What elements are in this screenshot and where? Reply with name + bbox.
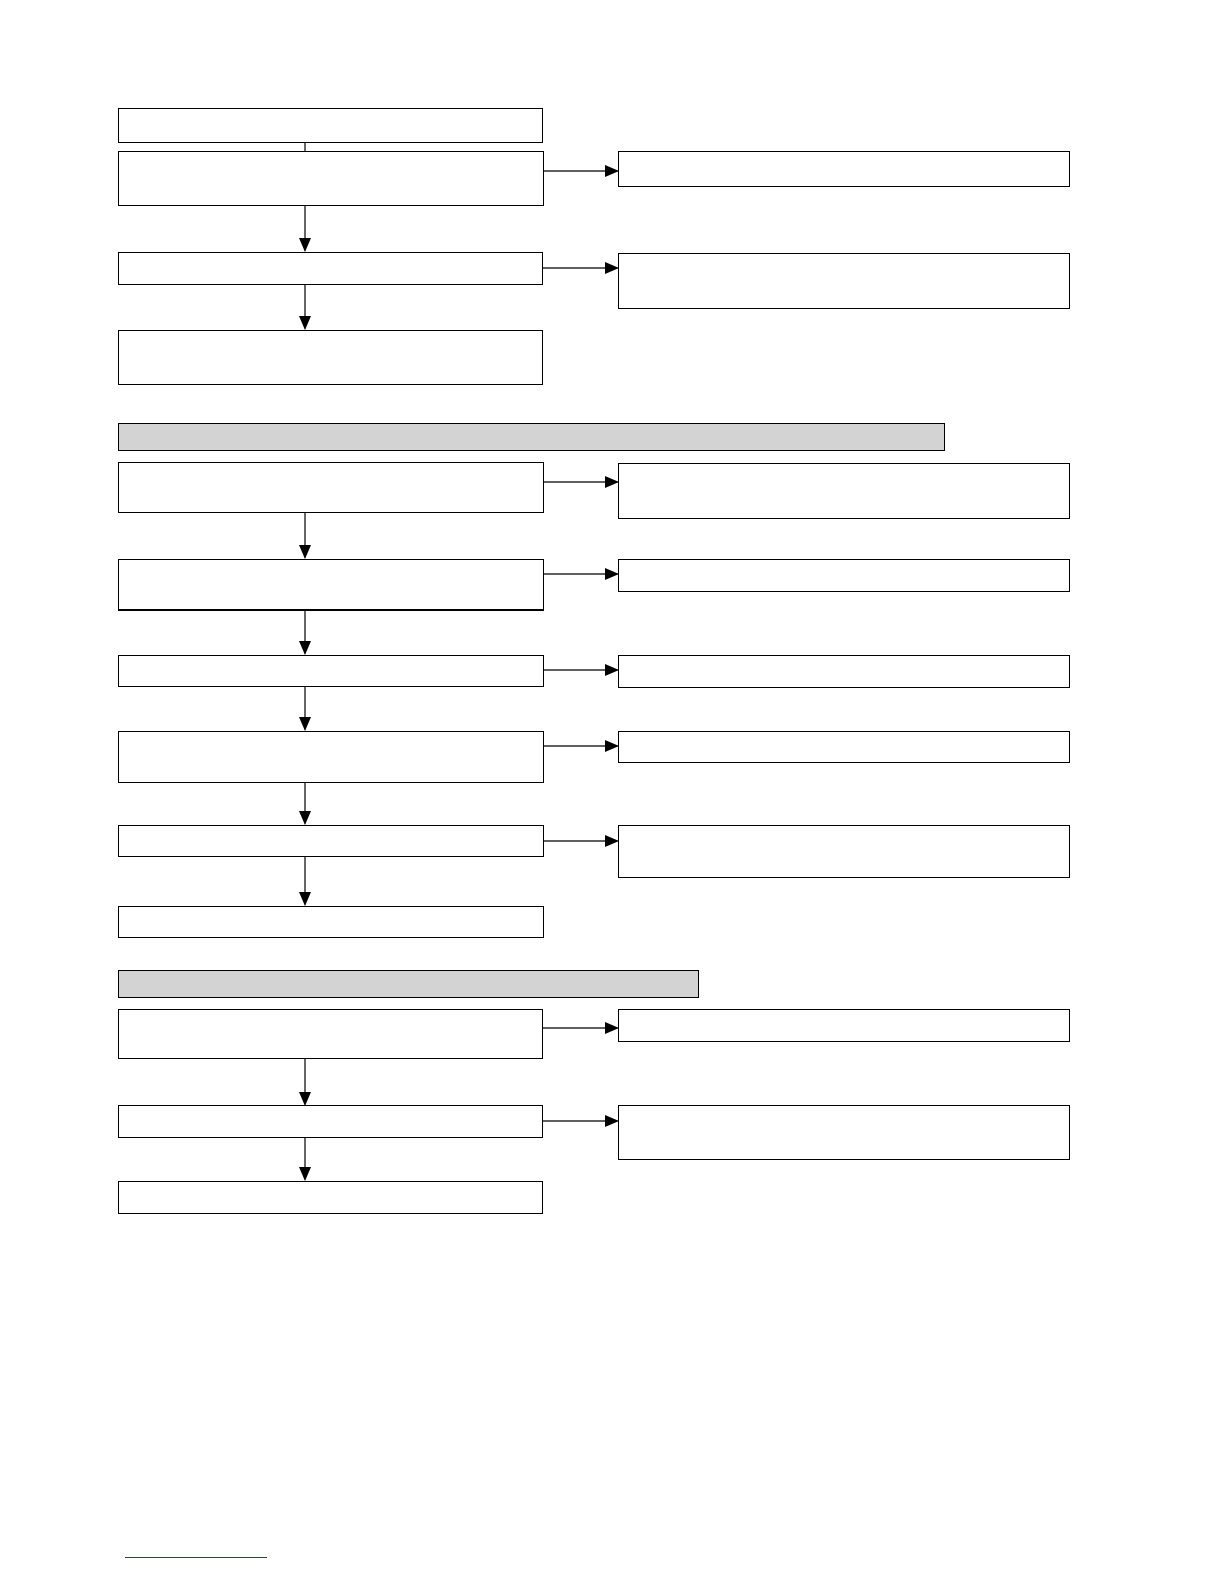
s3-result-2-box (618, 1105, 1070, 1160)
s3-result-1-box (618, 1009, 1070, 1042)
s2-step-5-box (118, 825, 544, 857)
s1-step-3-box (118, 330, 543, 385)
s2-step-6-box (118, 906, 544, 938)
s2-step-4-box (118, 731, 544, 783)
s2-result-1-box (618, 463, 1070, 519)
s1-start-box (118, 108, 543, 143)
s2-result-3-box (618, 655, 1070, 688)
s1-step-2-box (118, 252, 543, 285)
s2-result-4-box (618, 731, 1070, 763)
s2-result-2-box (618, 559, 1070, 592)
s2-step-2-box (118, 559, 544, 611)
s2-section-header (118, 423, 945, 451)
footer-link[interactable] (125, 1557, 267, 1558)
s1-step-1-box (118, 151, 544, 206)
s3-step-3-box (118, 1181, 543, 1214)
s3-step-2-box (118, 1105, 543, 1138)
s3-section-header (118, 970, 699, 998)
s3-step-1-box (118, 1009, 543, 1059)
s1-result-2-box (618, 253, 1070, 309)
s2-step-3-box (118, 655, 544, 687)
s1-result-1-box (618, 151, 1070, 187)
s2-step-1-box (118, 462, 544, 513)
s2-result-5-box (618, 825, 1070, 878)
